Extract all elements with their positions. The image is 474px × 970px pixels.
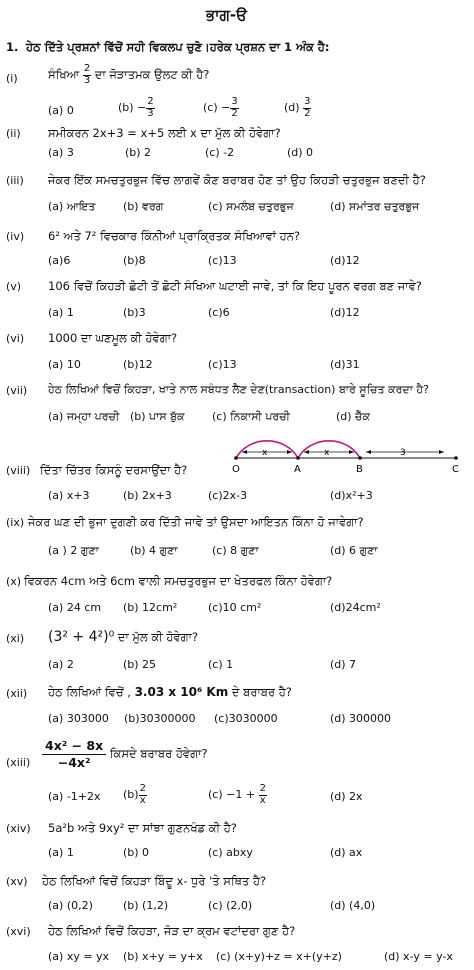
option-a: (a) -1+2x [48, 790, 101, 803]
question-text-pre: ਹੇਠ ਲਿਖਿਆਂ ਵਿਚੋਂ , [48, 685, 131, 699]
fraction-denominator: 3 [83, 74, 91, 86]
fraction-denominator: 2 [304, 107, 311, 119]
fraction [83, 64, 91, 86]
page-title: ਭਾਗ-ੳ [206, 6, 248, 24]
question-number: (iii) [6, 174, 24, 187]
question-text: 1000 ਦਾ ਘਣਮੂਲ ਕੀ ਹੋਵੇਗਾ? [48, 331, 178, 345]
option-c: (c)6 [208, 306, 230, 319]
option-c: (c) -2 [205, 146, 235, 159]
option-a: (a) 24 cm [48, 601, 102, 614]
option-a: (a) 3 [48, 146, 74, 159]
figure-arrow-label: x [324, 448, 330, 458]
option-label: (c) −1 + [208, 788, 256, 801]
fraction-numerator: 4x² − 8x [42, 738, 106, 755]
option-c [208, 784, 267, 806]
option-d: (d) ਚੈੱਕ [336, 410, 370, 423]
option-b: (b)30300000 [124, 712, 196, 725]
question-text-post: ਦੇ ਬਰਾਬਰ ਹੈ? [231, 685, 292, 699]
question-text: ਵਿਕਰਨ 4cm ਅਤੇ 6cm ਵਾਲੀ ਸਮਚਤੁਰਭੁਜ ਦਾ ਖੇਤਰਫਲ ਕਿੰਨਾ ਹੋਵੇਗਾ? [24, 574, 333, 588]
question-text: ਦਿੱਤਾ ਚਿੱਤਰ ਕਿਸਨੂੰ ਦਰਸਾਉਂਦਾ ਹੈ? [40, 463, 188, 477]
option-a: (a) (0,2) [48, 899, 93, 912]
fraction [230, 97, 238, 119]
option-b: (b) 0 [123, 846, 150, 859]
expression: (3² + 4²)⁰ [48, 629, 115, 645]
question-number: (viii) [6, 464, 31, 477]
option-b: (b)8 [123, 254, 146, 267]
fraction-denominator: 3 [147, 107, 154, 119]
option-d: (d) 2x [330, 790, 363, 803]
question-number: (xii) [6, 687, 28, 700]
option-label: (d) [284, 101, 300, 114]
option-b: (b) ਵਰਗ [123, 200, 164, 213]
fraction [42, 738, 106, 770]
option-c: (c) 8 ਗੁਣਾ [212, 544, 259, 557]
question-text-pre: ਸੰਖਿਆ [48, 67, 80, 82]
option-b: (b)3 [123, 306, 146, 319]
option-c: (c)3030000 [214, 712, 278, 725]
question-number: (ii) [6, 127, 21, 140]
fraction [139, 784, 147, 806]
option-b: (b) ਪਾਸ ਬੁੱਕ [130, 410, 185, 423]
question-text [42, 738, 208, 770]
fraction [259, 784, 267, 806]
minus-sign: − [221, 101, 231, 114]
instruction-number: 1. [6, 40, 19, 54]
option-d: (d)x²+3 [330, 489, 373, 502]
option-d: (d) ਸਮਾਂਤਰ ਚਤੁਰਭੁਜ [330, 200, 420, 213]
figure-point-label: B [356, 464, 363, 475]
question-text-post: ਦਾ ਮੁੱਲ ਕੀ ਹੋਵੇਗਾ? [117, 630, 199, 644]
question-text [48, 64, 209, 86]
option-a: (a) ਜਮ੍ਹਾ ਪਰਚੀ [48, 410, 120, 423]
option-b [118, 97, 155, 119]
figure-arrow-label: x [262, 448, 268, 458]
fraction-numerator: 3 [304, 96, 311, 107]
option-c: (c) ਨਿਕਾਸੀ ਪਰਚੀ [212, 410, 290, 423]
question-text: 5a²b ਅਤੇ 9xy² ਦਾ ਸਾਂਝਾ ਗੁਣਨਖੰਡ ਕੀ ਹੈ? [48, 821, 237, 835]
option-b: (b) 25 [123, 658, 157, 671]
fraction [303, 97, 311, 119]
question-number: (vii) [6, 384, 28, 397]
fraction-denominator: 2 [231, 107, 238, 119]
question-number: (ix) [6, 516, 25, 529]
question-text-post: ਕਿਸਦੇ ਬਰਾਬਰ ਹੋਵੇਗਾ? [109, 746, 208, 761]
minus-sign: − [137, 101, 147, 114]
question-text: ਸਮੀਕਰਨ 2x+3 = x+5 ਲਈ x ਦਾ ਮੁੱਲ ਕੀ ਹੋਵੇਗਾ? [48, 126, 281, 140]
figure-point-label: A [294, 464, 301, 475]
option-b: (b) (1,2) [123, 899, 169, 912]
option-label: (b) [123, 788, 139, 801]
figure-point-label: O [232, 464, 240, 475]
option-d: (d)12 [330, 306, 360, 319]
question-number: (xiii) [6, 756, 31, 769]
option-c: (c) abxy [208, 846, 253, 859]
question-text: ਜੇਕਰ ਘਣ ਦੀ ਭੁਜਾ ਦੁਗਣੀ ਕਰ ਦਿੱਤੀ ਜਾਵੇ ਤਾਂ ਉਸਦਾ ਆਇਤਨ ਕਿੰਨਾ ਹੋ ਜਾਵੇਗਾ? [28, 515, 364, 529]
option-c: (c) 1 [208, 658, 234, 671]
option-d: (d)24cm² [330, 601, 381, 614]
option-b: (b) 2x+3 [123, 489, 172, 502]
option-d: (d) ax [330, 846, 363, 859]
figure-point-label: C [452, 464, 459, 475]
fraction-numerator: 3 [231, 96, 238, 107]
question-number: (xiv) [6, 822, 31, 835]
option-a: (a) ਆਇਤ [48, 200, 96, 213]
option-d: (d) 300000 [330, 712, 392, 725]
option-c: (c) (x+y)+z = x+(y+z) [216, 950, 342, 963]
option-a: (a) 303000 [48, 712, 109, 725]
option-c: (c)10 cm² [208, 601, 262, 614]
option-c: (c) (2,0) [208, 899, 253, 912]
option-c: (c)13 [208, 358, 237, 371]
question-number: (vi) [6, 332, 25, 345]
question-number: (v) [6, 280, 22, 293]
option-d: (d)31 [330, 358, 360, 371]
fraction-denominator: −4x² [57, 754, 91, 770]
option-d: (d) 7 [330, 658, 357, 671]
option-a: (a) 10 [48, 358, 81, 371]
fraction-numerator: 2 [83, 63, 91, 74]
question-text-post: ਦਾ ਜੋੜਾਤਮਕ ਉਲਟ ਕੀ ਹੈ? [94, 67, 210, 82]
option-a: (a) 2 [48, 658, 74, 671]
option-a: (a) x+3 [48, 489, 90, 502]
question-number: (i) [6, 72, 18, 85]
question-number: (iv) [6, 230, 25, 243]
option-a: (a) 1 [48, 846, 74, 859]
option-c: (c)2x-3 [208, 489, 248, 502]
option-d: (d) x-y = y-x [384, 950, 453, 963]
question-text: ਜੇਕਰ ਇੱਕ ਸਮਚਤੁਰਭੁਜ ਵਿੱਚ ਲਾਗਵੇਂ ਕੋਣ ਬਰਾਬਰ ਹੋਣ ਤਾਂ ਉਹ ਕਿਹੜੀ ਚਤੁਰਭੁਜ ਬਣਦੀ ਹੈ? [48, 173, 426, 187]
question-number: (x) [6, 575, 22, 588]
option-label: (b) [118, 101, 134, 114]
option-b [123, 784, 147, 806]
fraction-denominator: x [139, 794, 146, 806]
instruction-text: ਹੇਠ ਦਿੱਤੇ ਪ੍ਰਸ਼ਨਾਂ ਵਿੱਚੋਂ ਸਹੀ ਵਿਕਲਪ ਚੁਣੋ।ਹਰੇਕ ਪ੍ਰਸ਼ਨ ਦਾ 1 ਅੰਕ ਹੈ: [26, 40, 330, 54]
option-d: (d) 6 ਗੁਣਾ [330, 544, 378, 557]
question-text [48, 685, 292, 700]
question-number: (xv) [6, 875, 28, 888]
option-b: (b) 12cm² [123, 601, 178, 614]
fraction-denominator: x [259, 794, 266, 806]
option-b: (b) 4 ਗੁਣਾ [130, 544, 178, 557]
expression: 3.03 x 10⁶ Km [134, 685, 229, 699]
option-a: (a ) 2 ਗੁਣਾ [48, 544, 99, 557]
option-d [284, 97, 311, 119]
question-text [48, 629, 198, 645]
option-d: (d) 0 [287, 146, 314, 159]
question-text: 6² ਅਤੇ 7² ਵਿਚਕਾਰ ਕਿੰਨੀਆਂ ਪ੍ਰਾਕ੍ਰਿਤਕ ਸੰਖਿਆਵਾਂ ਹਨ? [48, 229, 301, 243]
number-line-figure [228, 430, 468, 476]
option-d: (d) (4,0) [330, 899, 376, 912]
fraction-numerator: 2 [147, 96, 154, 107]
question-text: ਹੇਠ ਲਿਖਿਆਂ ਵਿਚੋਂ ਕਿਹੜਾ, ਜੋੜ ਦਾ ਕ੍ਰਮ ਵਟਾਂਦਰਾ ਗੁਣ ਹੈ? [48, 924, 296, 938]
option-a: (a)6 [48, 254, 71, 267]
option-c: (c)13 [208, 254, 237, 267]
option-a: (a) 1 [48, 306, 74, 319]
option-c: (c) ਸਮਲੰਬ ਚਤੁਰਭੁਜ [208, 200, 294, 213]
fraction [146, 97, 154, 119]
option-b: (b) 2 [125, 146, 152, 159]
question-text: ਹੇਠ ਲਿਖਿਆਂ ਵਿਚੋਂ ਕਿਹੜਾ, ਖਾਤੇ ਨਾਲ ਸਬੰਧਤ ਲੈਣ ਦੇਣ(transaction) ਬਾਰੇ ਸੂਚਿਤ ਕਰਦਾ ਹੈ? [48, 383, 429, 396]
question-number: (xvi) [6, 925, 31, 938]
figure-arrow-label: 3 [400, 448, 406, 458]
option-b: (b) x+y = y+x [123, 950, 203, 963]
option-a: (a) 0 [48, 104, 74, 117]
option-c [203, 97, 239, 119]
question-text: 106 ਵਿਚੋਂ ਕਿਹੜੀ ਛੋਟੀ ਤੋਂ ਛੋਟੀ ਸੰਖਿਆ ਘਟਾਈ ਜਾਵੇ, ਤਾਂ ਕਿ ਇਹ ਪੂਰਨ ਵਰਗ ਬਣ ਜਾਵੇ? [48, 279, 422, 293]
option-d: (d)12 [330, 254, 360, 267]
option-b: (b)12 [123, 358, 153, 371]
fraction-numerator: 2 [139, 783, 146, 794]
question-text: ਹੇਠ ਲਿਖਿਆਂ ਵਿਚੋਂ ਕਿਹੜਾ ਬਿੰਦੂ x- ਧੁਰੇ 'ਤੇ ਸਥਿਤ ਹੈ? [42, 874, 267, 888]
option-a: (a) xy = yx [48, 950, 110, 963]
option-label: (c) [203, 101, 218, 114]
fraction-numerator: 2 [259, 783, 266, 794]
question-number: (xi) [6, 632, 25, 645]
